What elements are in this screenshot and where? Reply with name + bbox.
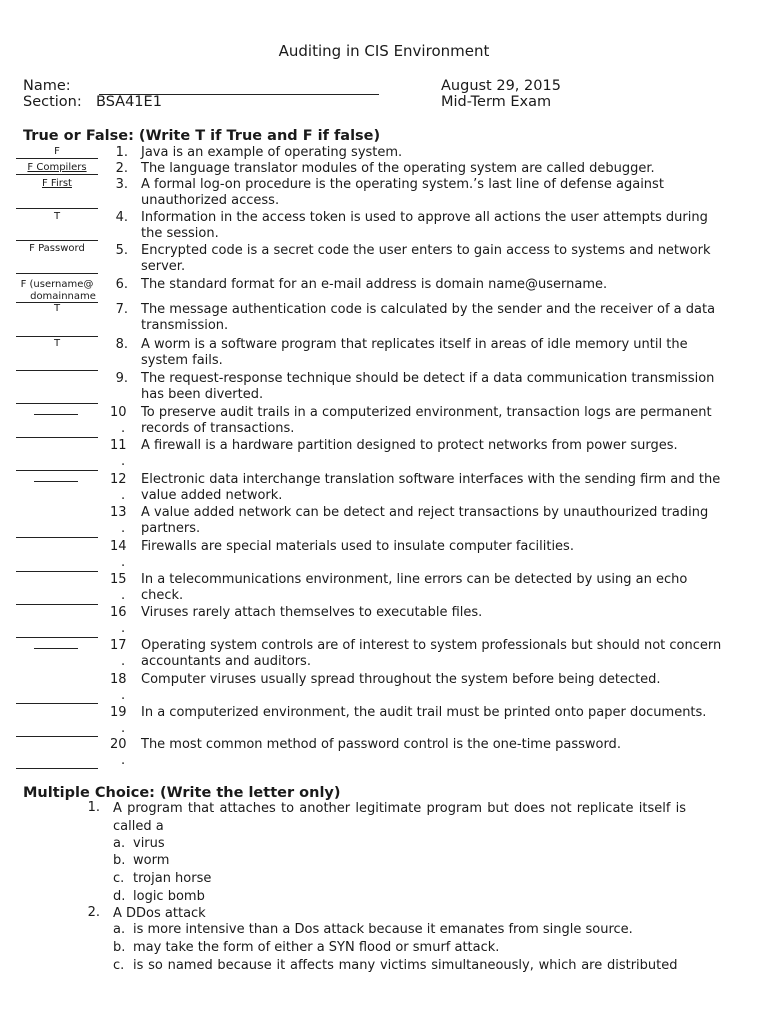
tf-question-text: The most common method of password control is the one-time password. — [141, 737, 621, 752]
tf-question-number: 4. — [115, 210, 128, 225]
tf-question-number-dot: . — [121, 488, 126, 503]
tf-question-number-dot: . — [121, 621, 126, 636]
tf-question-text: has been diverted. — [141, 387, 264, 402]
tf-question-number-dot: . — [121, 688, 126, 703]
option-letter: b. — [113, 853, 126, 868]
tf-question-text: The standard format for an e-mail address is domain name@username. — [141, 277, 608, 292]
tf-answer-line-19[interactable] — [16, 736, 98, 737]
tf-question-text: The language translator modules of the operating system are called debugger. — [141, 161, 655, 176]
section-value: BSA41E1 — [96, 94, 162, 110]
mc-q2-option-b[interactable] — [113, 940, 499, 956]
tf-answer-line-13[interactable] — [16, 537, 98, 538]
tf-question-text: value added network. — [141, 488, 283, 503]
tf-answer-line-11[interactable] — [16, 437, 98, 438]
option-letter: c. — [113, 871, 125, 886]
tf-answer-line-1[interactable] — [16, 158, 98, 159]
tf-answer-5: F Password — [29, 243, 85, 254]
tf-question-text: Operating system controls are of interest to system professionals but should not concern — [141, 638, 722, 653]
tf-question-number: 11 — [110, 438, 127, 453]
tf-question-text: A value added network can be detect and reject transactions by unauthourized trading — [141, 505, 709, 520]
tf-answer-line-17[interactable] — [34, 648, 78, 649]
tf-question-number: 14 — [110, 539, 127, 554]
tf-answer-7: T — [53, 303, 61, 314]
tf-question-text: The request-response technique should be detect if a data communication transmission — [141, 371, 715, 386]
tf-question-text: Information in the access token is used to approve all actions the user attempts during — [141, 210, 708, 225]
tf-question-number: 9. — [115, 371, 128, 386]
option-text: trojan horse — [133, 871, 212, 886]
tf-answer-line-12[interactable] — [34, 481, 78, 482]
tf-question-text: A formal log-on procedure is the operating system.’s last line of defense against — [141, 177, 664, 192]
tf-question-number: 20 — [110, 737, 127, 752]
tf-question-text: To preserve audit trails in a computerized environment, transaction logs are permanent — [141, 405, 712, 420]
tf-question-number: 8. — [115, 337, 128, 352]
tf-question-number-dot: . — [121, 421, 126, 436]
option-letter: c. — [113, 958, 125, 973]
tf-question-text: transmission. — [141, 318, 229, 333]
mc-q1-text-line2: called a — [113, 819, 164, 834]
tf-answer-1: F — [54, 146, 60, 157]
option-text: logic bomb — [133, 889, 205, 904]
tf-answer-line-5[interactable] — [16, 273, 98, 274]
page-title: Auditing in CIS Environment — [278, 42, 490, 60]
tf-question-number: 12 — [110, 472, 127, 487]
tf-question-number: 7. — [115, 302, 128, 317]
option-letter: b. — [113, 940, 126, 955]
tf-question-number-dot: . — [121, 521, 126, 536]
tf-answer-3: F First — [42, 178, 72, 189]
tf-question-number: 15 — [110, 572, 127, 587]
tf-question-text: server. — [141, 259, 186, 274]
tf-answer-line-15[interactable] — [16, 604, 98, 605]
option-text: worm — [133, 853, 170, 868]
option-letter: a. — [113, 836, 126, 851]
tf-question-number: 10 — [110, 405, 127, 420]
tf-question-number-dot: . — [121, 555, 126, 570]
tf-question-number-dot: . — [121, 654, 126, 669]
tf-question-text: Electronic data interchange translation software interfaces with the sending firm and the — [141, 472, 721, 487]
tf-question-number-dot: . — [121, 454, 126, 469]
option-text: is more intensive than a Dos attack because it emanates from single source. — [133, 922, 633, 937]
tf-answer-line-18[interactable] — [16, 703, 98, 704]
tf-question-number: 2. — [115, 161, 128, 176]
option-text: is so named because it affects many victims simultaneously, which are distributed — [133, 958, 678, 973]
tf-question-text: Viruses rarely attach themselves to executable files. — [141, 605, 483, 620]
tf-question-text: check. — [141, 588, 184, 603]
tf-question-number: 5. — [115, 243, 128, 258]
name-field[interactable] — [99, 80, 379, 95]
tf-question-text: Java is an example of operating system. — [141, 145, 403, 160]
tf-question-text: Encrypted code is a secret code the user enters to gain access to systems and network — [141, 243, 711, 258]
tf-question-text: Computer viruses usually spread throughout the system before being detected. — [141, 672, 661, 687]
tf-question-number: 3. — [115, 177, 128, 192]
tf-question-number: 17 — [110, 638, 127, 653]
mc-q1-option-b[interactable] — [113, 853, 169, 869]
option-letter: d. — [113, 889, 126, 904]
tf-answer-line-14[interactable] — [16, 571, 98, 572]
tf-answer-6: F (username@ — [20, 279, 94, 290]
section-label: Section: — [23, 94, 82, 110]
tf-answer-line-9[interactable] — [16, 403, 98, 404]
tf-answer-line-4[interactable] — [16, 240, 98, 241]
tf-question-number: 1. — [115, 145, 128, 160]
tf-question-number: 16 — [110, 605, 127, 620]
tf-answer-6-cont: domainname — [30, 291, 96, 302]
tf-question-text: In a telecommunications environment, line errors can be detected by using an echo — [141, 572, 688, 587]
tf-question-text: records of transactions. — [141, 421, 295, 436]
tf-question-number: 6. — [115, 277, 128, 292]
tf-question-number-dot: . — [121, 588, 126, 603]
tf-question-text: A worm is a software program that replicates itself in areas of idle memory until the — [141, 337, 688, 352]
tf-answer-line-7[interactable] — [16, 336, 98, 337]
tf-question-text: Firewalls are special materials used to insulate computer facilities. — [141, 539, 574, 554]
mc-q1-number: 1. — [87, 800, 100, 815]
mc-q2-number: 2. — [87, 905, 100, 920]
tf-question-text: accountants and auditors. — [141, 654, 311, 669]
tf-question-number-dot: . — [121, 721, 126, 736]
mc-q1-text-line1: A program that attaches to another legitimate program but does not replicate itself is — [113, 801, 687, 816]
tf-answer-2: F Compilers — [27, 162, 87, 173]
mc-q1-option-a[interactable] — [113, 836, 165, 852]
tf-question-number: 13 — [110, 505, 127, 520]
exam-date: August 29, 2015 — [441, 78, 561, 94]
tf-answer-8: T — [53, 338, 61, 349]
mc-heading: Multiple Choice: (Write the letter only) — [23, 785, 341, 801]
tf-question-text: A firewall is a hardware partition designed to protect networks from power surges. — [141, 438, 678, 453]
tf-answer-line-3[interactable] — [16, 208, 98, 209]
mc-q2-option-a[interactable] — [113, 922, 633, 938]
exam-name: Mid-Term Exam — [441, 94, 552, 110]
tf-question-text: system fails. — [141, 353, 223, 368]
mc-q2-text-line1: A DDos attack — [113, 906, 206, 921]
mc-q1-option-d[interactable] — [113, 889, 205, 905]
mc-q1-option-c[interactable] — [113, 871, 211, 887]
tf-answer-line-12a[interactable] — [16, 470, 98, 471]
tf-question-text: The message authentication code is calculated by the sender and the receiver of a data — [141, 302, 716, 317]
mc-q2-option-c[interactable] — [113, 958, 678, 974]
tf-question-number-dot: . — [121, 753, 126, 768]
tf-question-text: the session. — [141, 226, 219, 241]
tf-answer-line-8[interactable] — [16, 370, 98, 371]
option-text: may take the form of either a SYN flood or smurf attack. — [133, 940, 500, 955]
option-text: virus — [133, 836, 165, 851]
option-letter: a. — [113, 922, 126, 937]
tf-question-text: unauthorized access. — [141, 193, 280, 208]
tf-heading: True or False: (Write T if True and F if false) — [23, 128, 381, 144]
tf-question-text: partners. — [141, 521, 201, 536]
name-label: Name: — [23, 78, 71, 94]
tf-question-number: 18 — [110, 672, 127, 687]
tf-question-text: In a computerized environment, the audit trail must be printed onto paper documents. — [141, 705, 707, 720]
tf-answer-line-2[interactable] — [16, 174, 98, 175]
tf-answer-line-16[interactable] — [16, 637, 98, 638]
tf-answer-line-10[interactable] — [34, 414, 78, 415]
tf-question-number: 19 — [110, 705, 127, 720]
tf-answer-4: T — [53, 211, 61, 222]
tf-answer-line-20[interactable] — [16, 768, 98, 769]
